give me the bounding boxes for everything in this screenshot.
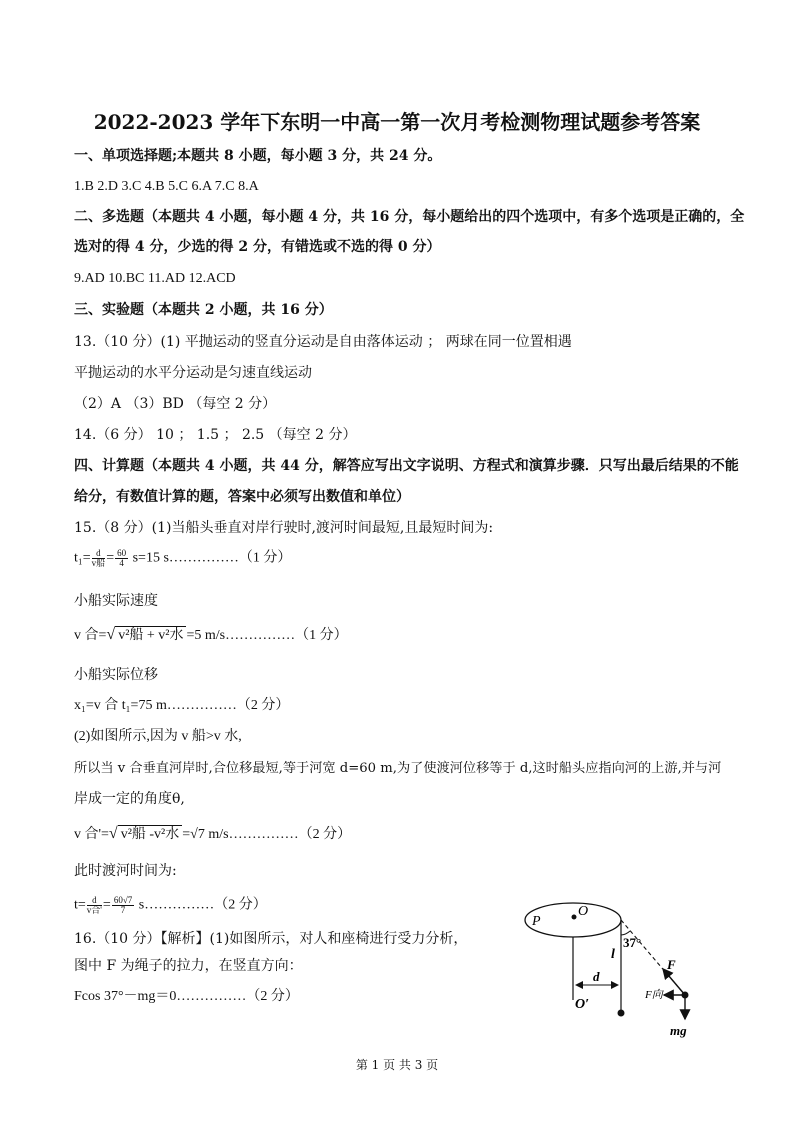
section2-heading-line2: 选对的得 4 分，少选的得 2 分，有错选或不选的得 0 分） [74,239,441,255]
q15-t1-lhs: t₁= [74,550,91,566]
q15-t-equation [74,896,267,915]
q15-part2-line1: (2)如图所示,因为 v 船>v 水, [74,729,242,744]
section4-heading-line1: 四、计算题（本题共 4 小题，共 44 分，解答应写出文字说明、方程式和演算步骤．只写出最后结果的不能 [74,458,739,474]
q13-line2: 平抛运动的水平分运动是匀速直线运动 [74,365,312,381]
label-mg: mg [670,1023,687,1038]
q15-t-den1: v合' [86,905,102,915]
page-title: 2022-2023 学年下东明一中高一第一次月考检测物理试题参考答案 [93,110,701,134]
q15-t1-den1: v船 [91,558,106,568]
q16-line2: 图中 F 为绳子的拉力，在竖直方向： [74,958,303,974]
q15-t1-equation [74,549,291,568]
q15-t1-num2: 60 [117,548,127,558]
q15-part2-line3: 岸成一定的角度θ, [74,791,185,807]
section4-heading-line2: 给分，有数值计算的题，答案中必须写出数值和单位） [74,489,410,505]
q15-t-num1: d [87,896,102,906]
q15-t1-frac1 [92,549,106,568]
force-diagram [520,895,710,1045]
q15-vprime-equation [74,825,351,844]
q15-vp-lhs: v 合'= [74,827,109,842]
q15-displacement-label: 小船实际位移 [74,667,158,683]
q15-t1-eq: = [106,550,115,566]
label-l: l [611,947,615,962]
q16-line1: 16.（10 分）【解析】(1)如图所示，对人和座椅进行受力分析， [74,931,468,947]
label-oprime: O′ [575,997,590,1012]
q15-t1-frac2 [115,549,128,568]
q15-t-den2: 7 [120,905,126,915]
q15-t1-rhs: s=15 s……………（1 分） [129,550,292,566]
arrow-f [663,969,685,995]
q15-vp-radicand: v²船 -v²水 [118,825,183,844]
q15-t1-num1: d [92,549,106,559]
q15-v-equation [74,626,348,645]
label-fxiang: F向 [645,989,663,1001]
q15-time-label: 此时渡河时间为: [74,863,177,879]
q15-t1-den2: 4 [119,558,124,568]
q15-vp-rhs: =√7 m/s……………（2 分） [182,827,352,842]
q15-t-frac1 [87,896,102,915]
sqrt-sign-icon: √ [106,626,116,643]
label-angle: 37° [623,935,642,950]
q15-v-lhs: v 合= [74,628,107,643]
page-footer: 第 1 页 共 3 页 [355,1058,439,1072]
q15-part2-line2: 所以当 v 合垂直河岸时,合位移最短,等于河宽 d=60 m,为了使渡河位移等于 d,这时船头应指向河的上游,并与河 [74,761,722,776]
label-f: F [667,957,676,972]
q15-v-radicand: v²船 + v²水 [115,626,186,645]
sqrt-sign-icon: √ [108,825,118,842]
q15-t-rhs: s……………（2 分） [135,897,267,913]
q16-line3: Fcos 37°－mg＝0……………（2 分） [74,989,299,1004]
q15-x1-equation: x₁=v 合 t₁=75 m……………（2 分） [74,698,290,713]
section2-answers: 9.AD 10.BC 11.AD 12.ACD [74,271,236,286]
q15-speed-label: 小船实际速度 [74,593,158,609]
q15-intro: 15.（8 分）(1)当船头垂直对岸行驶时,渡河时间最短,且最短时间为: [74,520,494,536]
q15-t-lhs: t= [74,897,86,913]
section2-heading-line1: 二、多选题（本题共 4 小题，每小题 4 分，共 16 分，每小题给出的四个选项中，有多个选项是正确的，全 [74,209,745,225]
q14-answer: 14.（6 分） 10 ； 1.5 ； 2.5 （每空 2 分） [74,427,357,443]
seat-bottom-point [618,1010,625,1017]
label-o: O [578,904,589,919]
label-d: d [593,969,600,984]
q15-t-frac2 [112,896,134,915]
q15-t-num2: 60√7 [113,895,133,905]
q13-line1: 13.（10 分）(1) 平抛运动的竖直分运动是自由落体运动 ； 两球在同一位置相遇 [74,334,572,350]
section1-heading: 一、单项选择题;本题共 8 小题，每小题 3 分，共 24 分。 [74,148,442,164]
label-p: P [532,914,541,929]
q15-t-eq: = [102,897,111,913]
section1-answers: 1.B 2.D 3.C 4.B 5.C 6.A 7.C 8.A [74,179,259,194]
section3-heading: 三、实验题（本题共 2 小题，共 16 分） [74,302,333,318]
q13-line3: （2）A （3）BD （每空 2 分） [74,396,277,412]
center-point [572,915,577,920]
q15-v-rhs: =5 m/s……………（1 分） [186,628,348,643]
